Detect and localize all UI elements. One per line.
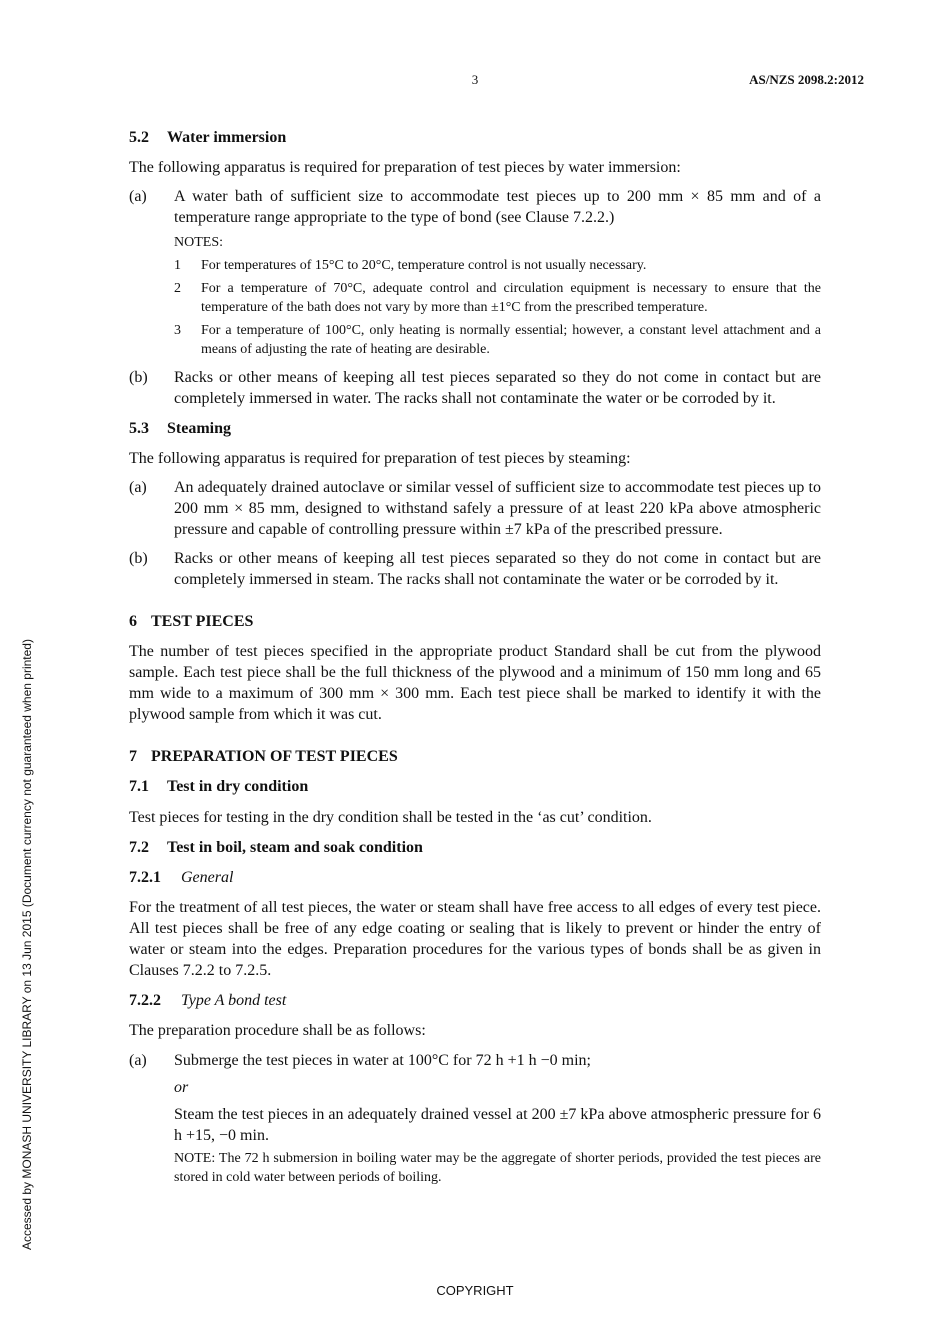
note-number: 1 (174, 258, 181, 273)
list-item (129, 1050, 821, 1071)
heading-number: 7.2.1 (129, 869, 161, 886)
heading-number: 7.1 (129, 778, 149, 795)
heading-number: 6 (129, 613, 137, 630)
list-item (129, 477, 821, 540)
paragraph: For the treatment of all test pieces, the water or steam shall have free access to all edges of every test piece. All test pieces shall be free of any edge coating or sealing that is likely to prevent or hinder the entry of water or steam into the edges. Preparation procedures for the various types of bonds shall be as given in Clauses 7.2.2 to 7.2.5. (129, 899, 821, 979)
heading-5-3 (129, 418, 821, 439)
heading-title: Water immersion (167, 129, 287, 146)
note-text: For temperatures of 15°C to 20°C, temperature control is not usually necessary. (201, 258, 647, 273)
note-text: For a temperature of 70°C, adequate control and circulation equipment is necessary to ensure that the temperature of the bath does not vary by more than ±1°C from the prescribed temperature. (201, 281, 821, 315)
heading-5-2 (129, 127, 821, 148)
note-item (174, 256, 821, 275)
list-label: (a) (129, 479, 147, 496)
heading-6 (129, 611, 821, 632)
copyright-footer: COPYRIGHT (436, 1283, 514, 1298)
paragraph: Test pieces for testing in the dry condition shall be tested in the ‘as cut’ condition. (129, 809, 652, 826)
page-number: 3 (471, 72, 479, 87)
standard-number: AS/NZS 2098.2:2012 (749, 72, 864, 87)
paragraph: The following apparatus is required for preparation of test pieces by steaming: (129, 450, 631, 467)
heading-7-2-2 (129, 990, 821, 1011)
note-item (174, 321, 821, 359)
list-label: (a) (129, 1052, 147, 1069)
list-text: Submerge the test pieces in water at 100°C for 72 h +1 h −0 min; (174, 1052, 591, 1069)
heading-title: Steaming (167, 420, 231, 437)
list-label: (a) (129, 188, 147, 205)
heading-title: Type A bond test (181, 992, 287, 1009)
note-item (174, 279, 821, 317)
paragraph: The number of test pieces specified in the appropriate product Standard shall be cut from the plywood sample. Each test piece shall be the full thickness of the plywood and a minimum of 150 mm long and 65 mm wide to a maximum of 300 mm × 300 mm. Each test piece shall be marked to identify it with the plywood sample from which it was cut. (129, 643, 821, 723)
note-number: 3 (174, 323, 181, 338)
list-item (129, 548, 821, 590)
list-label: (b) (129, 369, 148, 386)
heading-number: 7.2.2 (129, 992, 161, 1009)
heading-7-1 (129, 776, 821, 797)
list-item (129, 186, 821, 228)
note-text: NOTE: The 72 h submersion in boiling water may be the aggregate of shorter periods, provided the test pieces are stored in cold water between periods of boiling. (174, 1151, 821, 1185)
heading-7 (129, 746, 821, 767)
list-text: Racks or other means of keeping all test pieces separated so they do not come in contact but are completely immersed in steam. The racks shall not contaminate the water or be corroded by it. (174, 550, 821, 588)
list-label: (b) (129, 550, 148, 567)
page-content (129, 127, 821, 1187)
paragraph: The preparation procedure shall be as follows: (129, 1022, 426, 1039)
heading-title: PREPARATION OF TEST PIECES (151, 748, 398, 765)
or-connector: or (174, 1079, 189, 1096)
heading-number: 7 (129, 748, 137, 765)
heading-title: Test in dry condition (167, 778, 309, 795)
access-notice: Accessed by MONASH UNIVERSITY LIBRARY on 13 Jun 2015 (Document currency not guaranteed when printed) (20, 639, 34, 1250)
heading-title: Test in boil, steam and soak condition (167, 839, 423, 856)
heading-number: 5.3 (129, 420, 149, 437)
paragraph: The following apparatus is required for preparation of test pieces by water immersion: (129, 159, 681, 176)
heading-7-2 (129, 837, 821, 858)
list-item (129, 367, 821, 409)
heading-7-2-1 (129, 867, 821, 888)
heading-number: 7.2 (129, 839, 149, 856)
paragraph: Steam the test pieces in an adequately drained vessel at 200 ±7 kPa above atmospheric pressure for 6 h +15, −0 min. (174, 1106, 821, 1144)
heading-title: TEST PIECES (151, 613, 254, 630)
note-number: 2 (174, 281, 181, 296)
list-text: A water bath of sufficient size to accommodate test pieces up to 200 mm × 85 mm and of a temperature range appropriate to the type of bond (see Clause 7.2.2.) (174, 188, 821, 226)
list-text: An adequately drained autoclave or similar vessel of sufficient size to accommodate test pieces up to 200 mm × 85 mm, designed to withstand safely a pressure of at least 220 kPa above atmospheric pressure and capable of controlling pressure within ±7 kPa of the prescribed pressure. (174, 479, 821, 538)
heading-number: 5.2 (129, 129, 149, 146)
heading-title: General (181, 869, 234, 886)
notes-heading: NOTES: (174, 235, 223, 250)
list-text: Racks or other means of keeping all test pieces separated so they do not come in contact but are completely immersed in water. The racks shall not contaminate the water or be corroded by it. (174, 369, 821, 407)
note-text: For a temperature of 100°C, only heating is normally essential; however, a constant level attachment and a means of adjusting the rate of heating are desirable. (201, 323, 821, 357)
